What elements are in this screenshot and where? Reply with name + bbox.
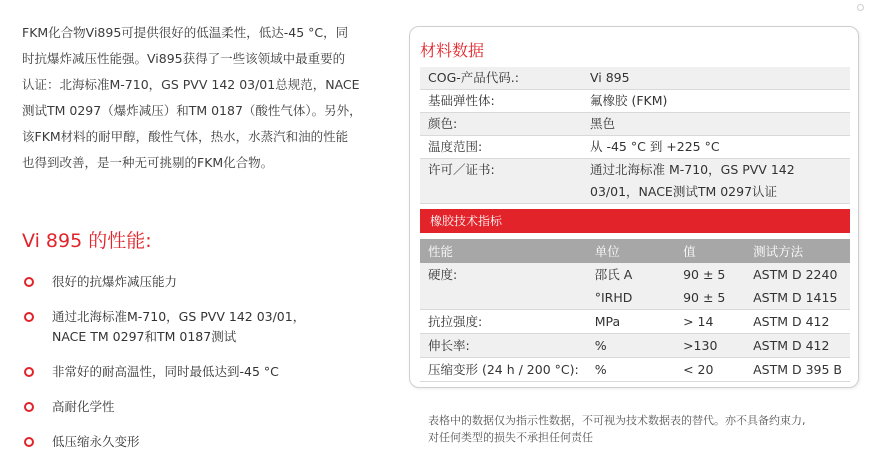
table-row (420, 136, 850, 159)
table-cell: ASTM D 1415 (745, 286, 850, 310)
intro-line: 也得到改善，是一种无可挑剔的FKM化合物。 (22, 155, 274, 170)
table-row (420, 334, 850, 358)
intro-line: 测试TM 0297（爆炸减压）和TM 0187（酸性气体）。另外， (22, 103, 362, 118)
intro-paragraph (22, 20, 394, 176)
cert-line: 通过北海标准 M-710，GS PVV 142 (590, 162, 795, 177)
row-value (582, 159, 850, 204)
material-data-card (409, 26, 859, 388)
column-header: 性能 (420, 239, 587, 263)
row-key: 许可／证书: (420, 159, 582, 204)
table-cell: 90 ± 5 (675, 263, 745, 286)
material-data-title: 材料数据 (420, 41, 485, 60)
table-cell: 抗拉强度: (420, 310, 587, 334)
table-row (420, 286, 850, 310)
disclaimer-line: 对任何类型的损失不承担任何责任 (428, 431, 593, 444)
ring-bullet-icon (24, 437, 34, 447)
ring-bullet-icon (24, 367, 34, 377)
disclaimer-line: 表格中的数据仅为指示性数据，不可视为技术数据表的替代。亦不具备约束力, (428, 414, 806, 427)
feature-item (22, 362, 402, 382)
row-value: 氟橡胶 (FKM) (582, 90, 850, 113)
table-cell: ASTM D 412 (745, 310, 850, 334)
row-key: 基础弹性体: (420, 90, 582, 113)
feature-item (22, 397, 402, 417)
table-cell (420, 286, 587, 310)
intro-line: 该FKM材料的耐甲醇，酸性气体，热水，水蒸汽和油的性能 (22, 129, 349, 144)
table-cell: ASTM D 412 (745, 334, 850, 358)
table-row (420, 90, 850, 113)
table-row (420, 67, 850, 90)
spec-table (420, 239, 850, 382)
ring-bullet-icon (24, 312, 34, 322)
table-cell: °IRHD (587, 286, 675, 310)
ring-bullet-icon (24, 402, 34, 412)
cert-line: 03/01，NACE测试TM 0297认证 (590, 184, 778, 199)
feature-text: 低压缩永久变形 (52, 434, 140, 449)
intro-line: FKM化合物Vi895可提供很好的低温柔性，低达-45 °C，同 (22, 25, 349, 40)
table-cell: 邵氏 A (587, 263, 675, 286)
table-cell: 伸长率: (420, 334, 587, 358)
spec-header-row (420, 239, 850, 263)
table-row (420, 310, 850, 334)
feature-text: 很好的抗爆炸减压能力 (52, 274, 178, 289)
table-cell: > 14 (675, 310, 745, 334)
row-key: COG-产品代码.: (420, 67, 582, 90)
table-cell: % (587, 358, 675, 382)
column-header: 单位 (587, 239, 675, 263)
corner-marker (857, 4, 864, 11)
row-value: 从 -45 °C 到 +225 °C (582, 136, 850, 159)
spec-section-header: 橡胶技术指标 (420, 209, 850, 233)
row-value: Vi 895 (582, 67, 850, 90)
feature-text-cont: NACE TM 0297和TM 0187测试 (52, 329, 237, 344)
ring-bullet-icon (24, 277, 34, 287)
feature-text: 非常好的耐高温性，同时最低达到-45 °C (52, 364, 279, 379)
intro-line: 认证：北海标准M-710，GS PVV 142 03/01总规范，NACE (22, 77, 360, 92)
row-value: 黑色 (582, 113, 850, 136)
feature-item (22, 272, 402, 292)
table-cell: >130 (675, 334, 745, 358)
column-header: 值 (675, 239, 745, 263)
feature-list (22, 272, 402, 467)
table-cell: ASTM D 395 B (745, 358, 850, 382)
table-cell: 压缩变形 (24 h / 200 °C): (420, 358, 587, 382)
table-row (420, 358, 850, 382)
table-cell: ASTM D 2240 (745, 263, 850, 286)
feature-item (22, 432, 402, 452)
table-row (420, 263, 850, 286)
intro-line: 时抗爆炸减压性能强。Vi895获得了一些该领域中最重要的 (22, 51, 346, 66)
table-cell: < 20 (675, 358, 745, 382)
feature-item (22, 307, 402, 347)
table-row (420, 113, 850, 136)
material-data-table (420, 67, 850, 204)
row-key: 颜色: (420, 113, 582, 136)
performance-title: Vi 895 的性能: (22, 230, 152, 252)
column-header: 测试方法 (745, 239, 850, 263)
table-cell: 硬度: (420, 263, 587, 286)
table-cell: % (587, 334, 675, 358)
table-row (420, 159, 850, 204)
feature-text: 通过北海标准M-710，GS PVV 142 03/01， (52, 309, 306, 324)
table-cell: MPa (587, 310, 675, 334)
table-cell: 90 ± 5 (675, 286, 745, 310)
disclaimer-note (428, 412, 858, 446)
feature-text: 高耐化学性 (52, 399, 115, 414)
row-key: 温度范围: (420, 136, 582, 159)
